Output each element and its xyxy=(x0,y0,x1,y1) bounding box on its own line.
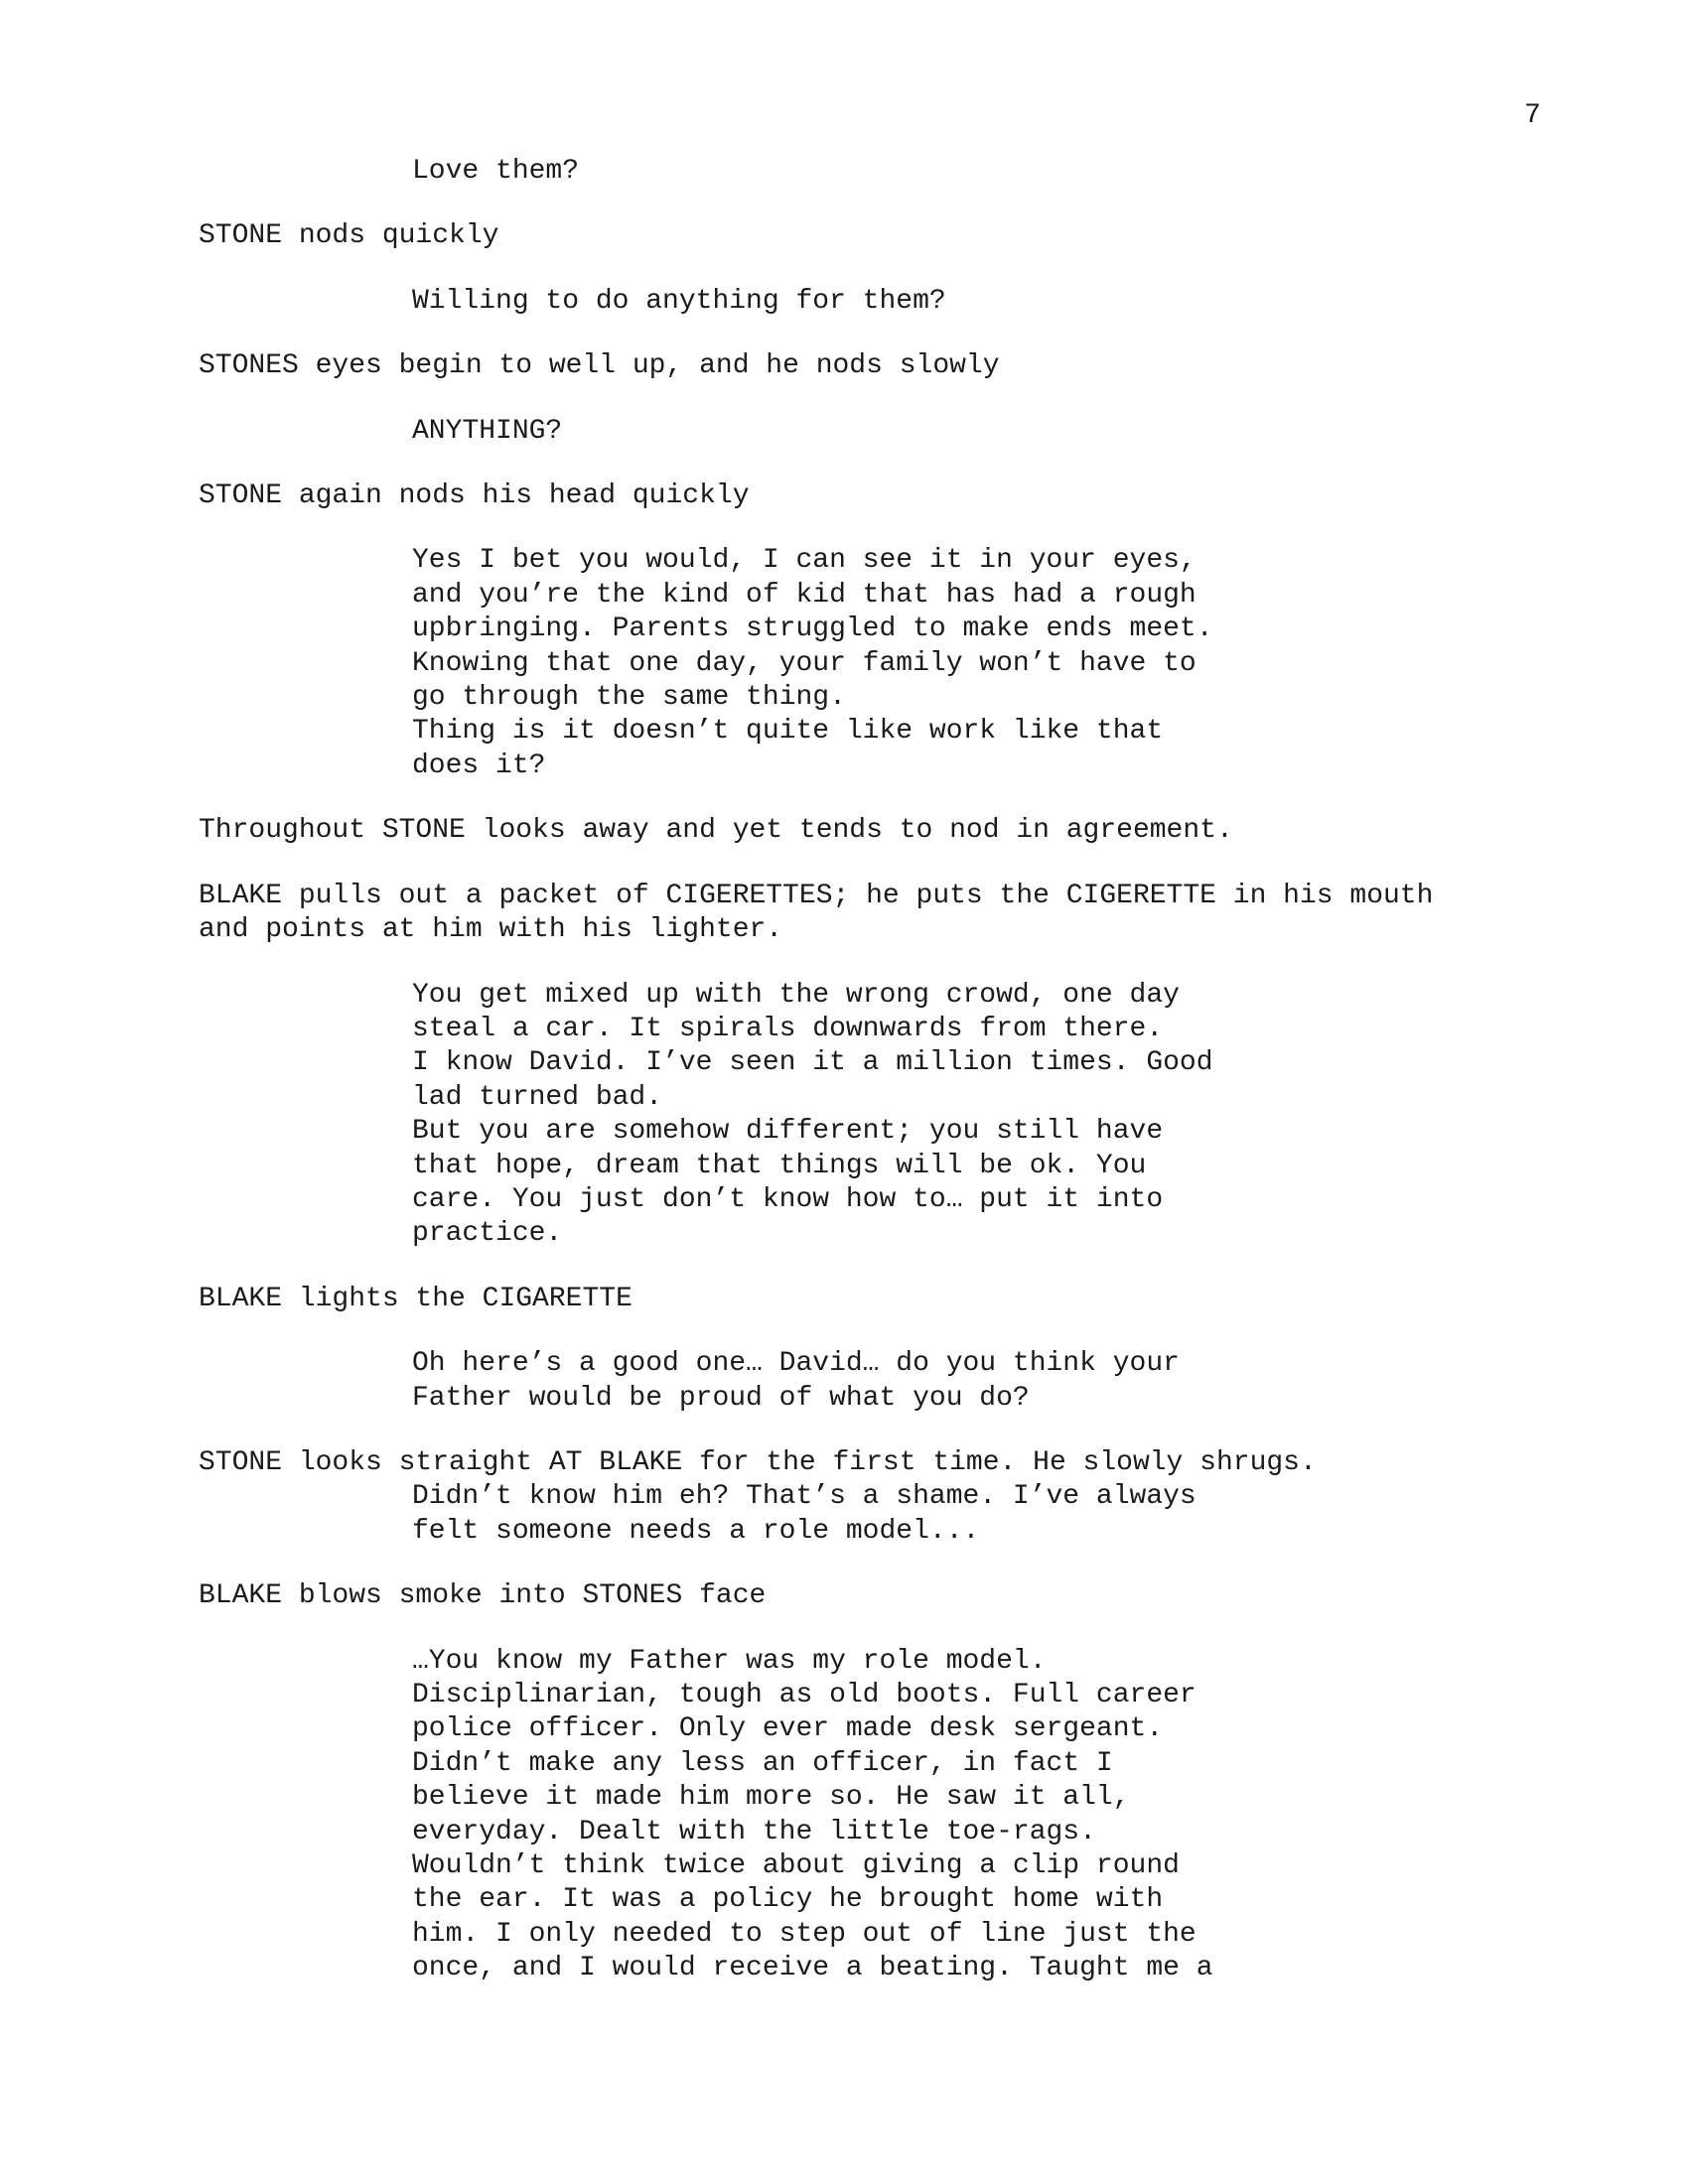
page-number: 7 xyxy=(1524,100,1541,131)
dialogue-block: Didn’t know him eh? That’s a shame. I’ve always felt someone needs a role model... xyxy=(412,1481,1196,1547)
dialogue-block: …You know my Father was my role model. Disciplinarian, tough as old boots. Full career police officer. Only ever made desk sergeant. Didn’t make any less an officer, in fact I believe it made him more so. He saw it all, everyday. Dealt with the little toe-rags. Wouldn’t think twice about giving a clip round the ear. It was a policy he brought home with him. I only needed to step out of line just the once, and I would receive a beating. Taught me a xyxy=(412,1645,1213,1984)
dialogue-block: Yes I bet you would, I can see it in your eyes, and you’re the kind of kid that has had a rough upbringing. Parents struggled to make ends meet. Knowing that one day, your family won’t have to go through the same thing. Thing is it doesn’t quite like work like that does it? xyxy=(412,545,1213,781)
screenplay-body xyxy=(199,155,1589,1986)
action-line: BLAKE blows smoke into STONES face xyxy=(199,1580,767,1612)
action-line: BLAKE pulls out a packet of CIGERETTES; he puts the CIGERETTE in his mouth and points at him with his lighter. xyxy=(199,880,1434,946)
dialogue-block: Love them? xyxy=(412,156,580,187)
action-line: STONE looks straight AT BLAKE for the first time. He slowly shrugs. xyxy=(199,1446,1317,1478)
action-line: BLAKE lights the CIGARETTE xyxy=(199,1283,633,1314)
dialogue-block: Oh here’s a good one… David… do you think your Father would be proud of what you do? xyxy=(412,1348,1180,1414)
action-line: Throughout STONE looks away and yet tends to nod in agreement. xyxy=(199,815,1233,847)
action-line: STONE nods quickly xyxy=(199,220,499,252)
action-line: STONES eyes begin to well up, and he nods slowly xyxy=(199,350,1000,382)
dialogue-block: You get mixed up with the wrong crowd, one day steal a car. It spirals downwards from there. I know David. I’ve seen it a million times. Good lad turned bad. But you are somehow different; you still have that hope, dream that things will be ok. You care. You just don’t know how to… put it into practice. xyxy=(412,979,1213,1250)
dialogue-block: ANYTHING? xyxy=(412,415,563,447)
action-line: STONE again nods his head quickly xyxy=(199,480,750,512)
dialogue-block: Willing to do anything for them? xyxy=(412,285,946,317)
